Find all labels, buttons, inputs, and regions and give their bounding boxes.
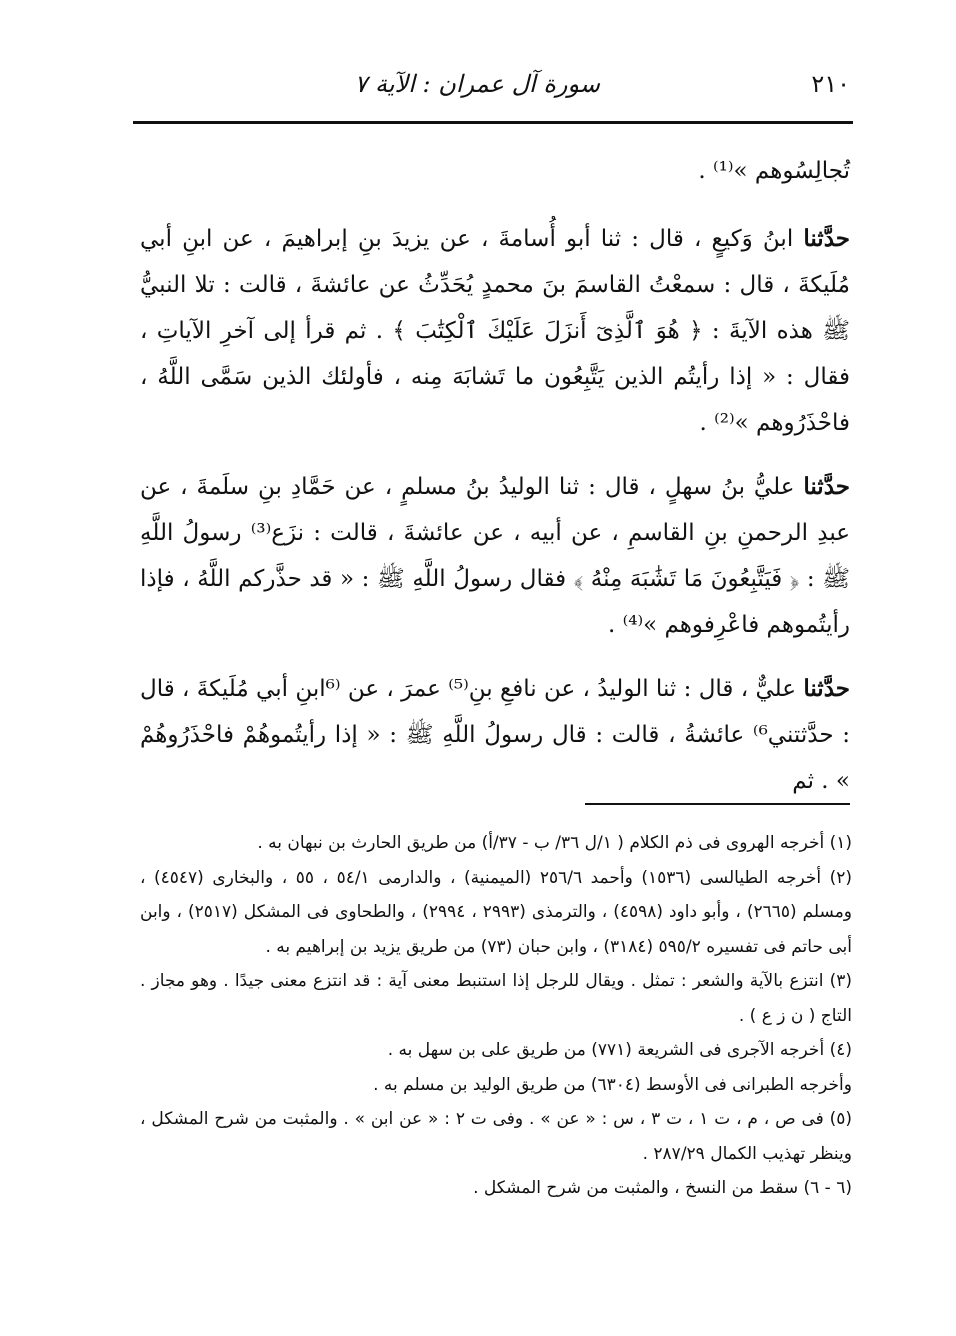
footnote-3: (٣) انتزع بالآية والشعر : تمثل . ويقال للرجل إذا استنبط معنى آية : قد انتزع معنى جيدًا . وهو مجاز . التاج ( ن ز ع ) . bbox=[140, 971, 852, 1026]
page-header bbox=[135, 66, 850, 110]
footnote-2: (٢) أخرجه الطيالسى (١٥٣٦) وأحمد ٢٥٦/٦ (الميمنية) ، والدارمى ٥٤/١ ، ٥٥ ، والبخارى (٤٥٤٧) ، ومسلم (٢٦٦٥) ، وأبو داود (٤٥٩٨) ، والترمذى (٢٩٩٣ ، ٢٩٩٤) ، والطحاوى فى المشكل (٢٥١٧) ، وابن أبى حاتم فى تفسيره ٥٩٥/٢ (٣١٨٤) ، وابن حبان (٧٣) من طريق يزيد بن إبراهيم به . bbox=[140, 867, 853, 957]
footnote-4: (٤) أخرجه الآجرى فى الشريعة (٧٧١) من طريق على بن سهل به . bbox=[387, 1040, 852, 1060]
main-text bbox=[140, 148, 850, 822]
footnote-6: (٦ - ٦) سقط من النسخ ، والمثبت من شرح المشكل . bbox=[473, 1178, 852, 1198]
footnote-5: (٥) فى ص ، م ، ت ١ ، ت ٣ ، س : « عن » . وفى ت ٢ : « عن ابن » . والمثبت من شرح المشكل ، وينظر تهذيب الكمال ٢٨٧/٢٩ . bbox=[140, 1109, 853, 1164]
header-divider bbox=[133, 121, 853, 124]
paragraph-3 bbox=[140, 464, 850, 648]
footnote-4-continued: وأخرجه الطبرانى فى الأوسط (٦٣٠٤) من طريق الوليد بن مسلم به . bbox=[373, 1074, 852, 1095]
paragraph-4-text: عليٌّ ، قال : ثنا الوليدُ ، عن نافعِ بنِ⁽⁵⁾ عمرَ ، عن ⁽⁶ابنِ أبي مُلَيكةَ ، قال : حدَّثتني⁶⁾ عائشةُ ، قالت : قال رسولُ اللَّهِ ﷺ : « إذا رأيتُموهُمْ فاحْذَرُوهُمْ » . ثم bbox=[140, 676, 850, 794]
paragraph-1: تُجالِسُوهم »⁽¹⁾ . bbox=[698, 158, 850, 184]
running-title: سورة آل عمران : الآية ٧ bbox=[354, 70, 600, 98]
paragraph-3-text: عليُّ بنُ سهلٍ ، قال : ثنا الوليدُ بنُ مسلمٍ ، عن حَمَّادِ بنِ سلَمةَ ، عن عبدِ الرحمنِ بنِ القاسمِ ، عن أبيه ، عن عائشةَ ، قالت : نزَع⁽³⁾ رسولُ اللَّهِ ﷺ : ﴿ فَيَتَّبِعُونَ مَا تَشَٰبَهَ مِنْهُ ﴾ فقال رسولُ اللَّهِ ﷺ : « قد حذَّركم اللَّهُ ، فإذا رأيتُموهم فاعْرِفوهم »⁽⁴⁾ . bbox=[140, 474, 850, 638]
paragraph-2 bbox=[140, 216, 850, 446]
paragraph-3-lead: حدَّثنا bbox=[803, 473, 850, 500]
footnotes-divider bbox=[585, 803, 850, 805]
paragraph-2-lead: حدَّثنا bbox=[803, 225, 850, 252]
footnotes bbox=[140, 826, 852, 1206]
paragraph-4 bbox=[140, 666, 850, 804]
page-number: ٢١٠ bbox=[811, 70, 850, 98]
footnote-1: (١) أخرجه الهروى فى ذم الكلام ( ١/ل ٣٦/ ب - ٣٧/أ) من طريق الحارث بن نبهان به . bbox=[257, 833, 852, 853]
paragraph-2-text: ابنُ وَكيعٍ ، قال : ثنا أبو أُسامةَ ، عن يزيدَ بنِ إبراهيمَ ، عن ابنِ أبي مُلَيكةَ ، قال : سمعْتُ القاسمَ بنَ محمدٍ يُحَدِّثُ عن عائشةَ ، قالت : تلا النبيُّ ﷺ هذه الآيةَ : ﴿ هُوَ ٱلَّذِىٓ أَنزَلَ عَلَيْكَ ٱلْكِتَٰبَ ﴾ . ثم قرأ إلى آخرِ الآياتِ ، فقال : « إذا رأيتُم الذين يَتَّبِعُون ما تَشابَهَ مِنه ، فأولئك الذين سَمَّى اللَّهُ ، فاحْذَرُوهم »⁽²⁾ . bbox=[140, 226, 850, 436]
paragraph-4-lead: حدَّثنا bbox=[803, 675, 850, 702]
